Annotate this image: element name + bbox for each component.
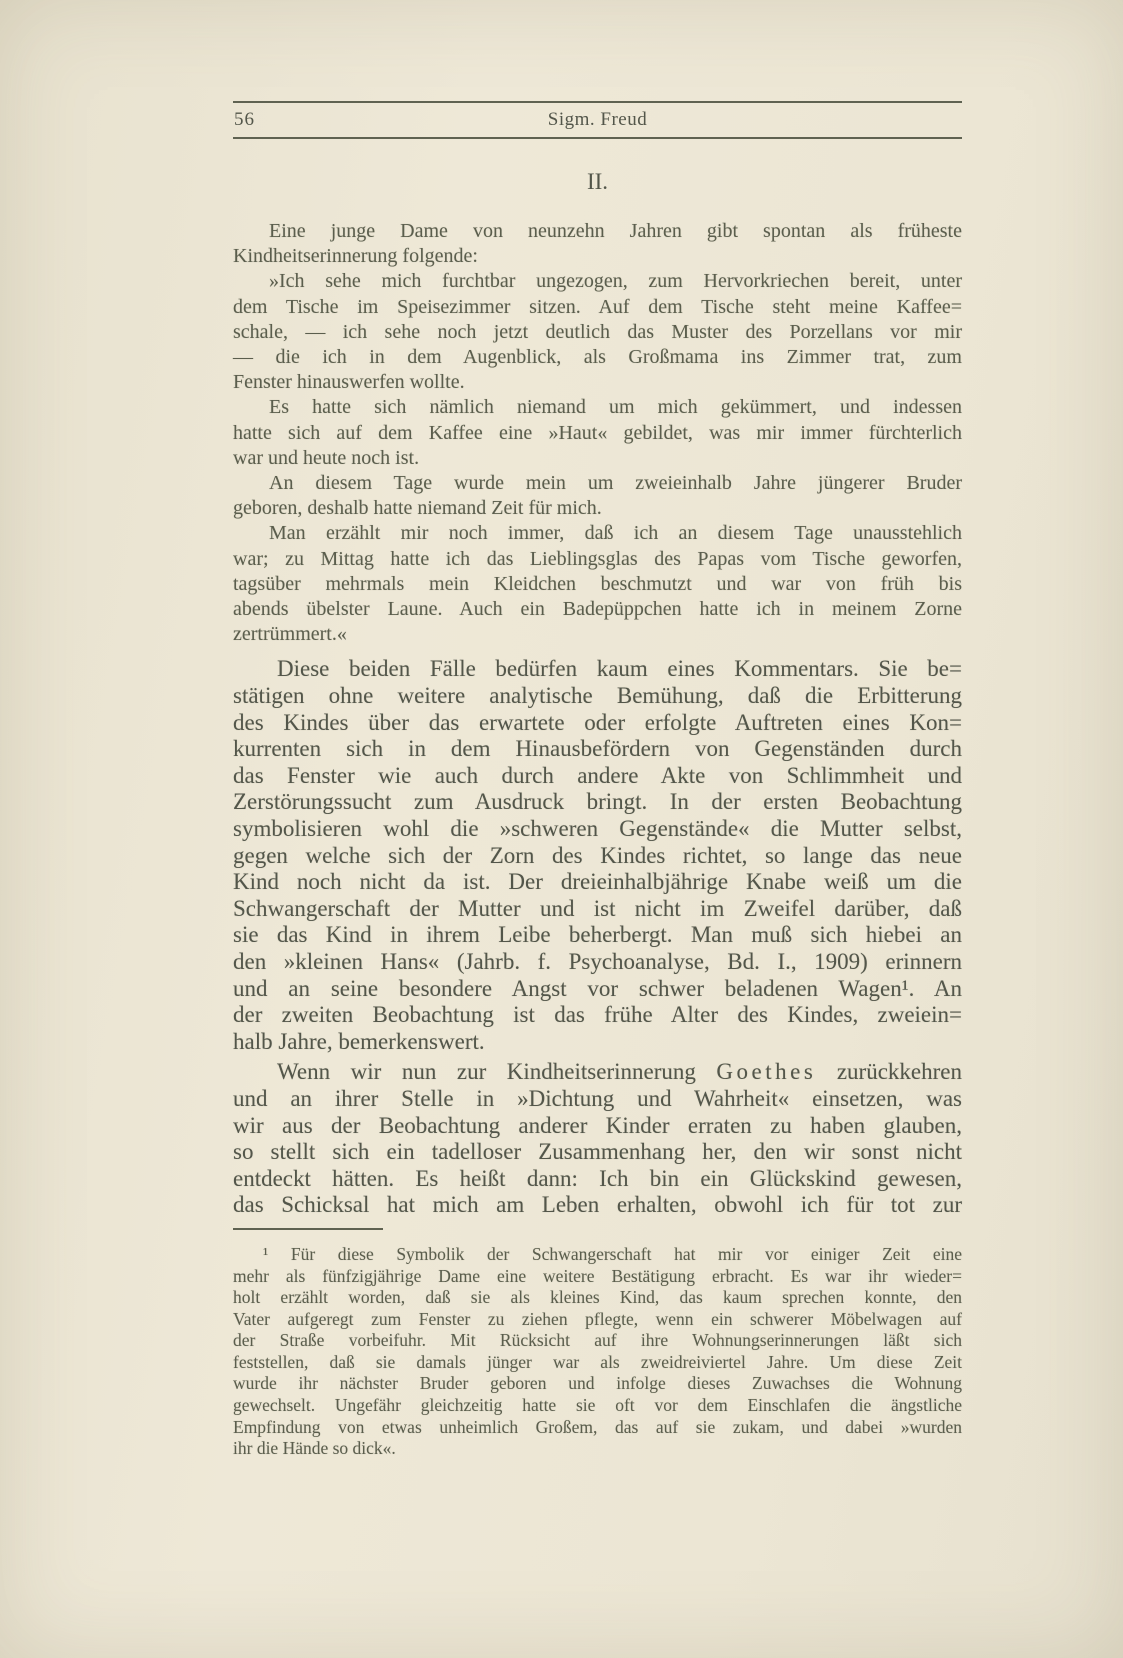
text-line: feststellen, daß sie damals jünger war als zweidreiviertel Jahre. Um diese Zeit (233, 1351, 962, 1372)
intro-paragraph (233, 219, 962, 269)
text-line: Fenster hinauswerfen wollte. (233, 371, 465, 394)
text-line: Vater aufgeregt zum Fenster zu ziehen pflegte, wenn ein schwerer Möbelwagen auf (233, 1308, 962, 1329)
text-line: entdeckt hätten. Es heißt dann: Ich bin ein Glückskind gewesen, (233, 1165, 962, 1191)
text-line: halb Jahre, bemerkenswert. (233, 1028, 485, 1054)
text-line: mehr als fünfzigjährige Dame eine weitere Bestätigung erbracht. Es war ihr wieder= (233, 1265, 962, 1286)
text-line: Empfindung von etwas unheimlich Großem, das auf sie zukam, und dabei »wurden (233, 1416, 962, 1437)
text-line: hatte sich auf dem Kaffee eine »Haut« gebildet, was mir immer fürchterlich (233, 421, 962, 444)
text-line: ihr die Hände so dick«. (233, 1438, 396, 1459)
text-line: Eine junge Dame von neunzehn Jahren gibt spontan als früheste (269, 220, 962, 242)
text-line: das Fenster wie auch durch andere Akte von Schlimmheit und (233, 762, 962, 788)
text-line: der Straße vorbeifuhr. Mit Rücksicht auf ihre Wohnungserinnerungen läßt sich (233, 1330, 962, 1351)
text-line: kurrenten sich in dem Hinausbefördern von Gegenständen durch (233, 736, 962, 762)
text-line: war; zu Mittag hatte ich das Lieblingsglas des Papas vom Tische geworfen, (233, 547, 962, 570)
text-line: wir aus der Beobachtung anderer Kinder erraten zu haben glauben, (233, 1112, 962, 1138)
text-line: Kindheitserinnerung folgende: (233, 245, 478, 268)
text-line: das Schicksal hat mich am Leben erhalten, obwohl ich für tot zur (233, 1192, 962, 1218)
page-number: 56 (234, 109, 255, 130)
text-line: geboren, deshalb hatte niemand Zeit für mich. (233, 497, 602, 520)
text-line: gegen welche sich der Zorn des Kindes richtet, so lange das neue (233, 842, 962, 868)
text-line: sie das Kind in ihrem Leibe beherbergt. Man muß sich hiebei an (233, 922, 962, 948)
text-line: und an seine besondere Angst vor schwer beladenen Wagen¹. An (233, 975, 962, 1001)
quote-paragraph-3 (233, 471, 962, 521)
page-header (233, 101, 962, 139)
commentary-paragraph-1 (233, 656, 962, 1055)
text-line: Diese beiden Fälle bedürfen kaum eines Kommentars. Sie be= (277, 656, 962, 682)
text-line: Kind noch nicht da ist. Der dreieinhalbjährige Knabe weiß um die (233, 869, 962, 895)
text-line: zertrümmert.« (233, 623, 347, 646)
text-line: und an ihrer Stelle in »Dichtung und Wahrheit« einsetzen, was (233, 1085, 962, 1111)
text-line: der zweiten Beobachtung ist das frühe Alter des Kindes, zweiein= (233, 1002, 962, 1028)
text-line: abends übelster Laune. Auch ein Badepüppchen hatte ich in meinem Zorne (233, 598, 962, 621)
footnote (233, 1244, 962, 1460)
text-line: — die ich in dem Augenblick, als Großmama ins Zimmer trat, zum (233, 346, 962, 369)
quote-paragraph-2 (233, 395, 962, 471)
text-line: An diesem Tage wurde mein um zweieinhalb Jahre jüngerer Bruder (269, 472, 962, 495)
text-line: tagsüber mehrmals mein Kleidchen beschmutzt und war von früh bis (233, 572, 962, 595)
text-line: gewechselt. Ungefähr gleichzeitig hatte sie oft vor dem Einschlafen die ängstliche (233, 1395, 962, 1416)
text-line: ¹ Für diese Symbolik der Schwangerschaft hat mir vor einiger Zeit eine (263, 1243, 962, 1264)
text-line: stätigen ohne weitere analytische Bemühung, daß die Erbitterung (233, 683, 962, 709)
quote-paragraph-4 (233, 521, 962, 647)
running-title: Sigm. Freud (547, 109, 648, 130)
section-heading: II. (586, 169, 609, 194)
quote-paragraph-1 (233, 269, 962, 395)
text-line: dem Tische im Speisezimmer sitzen. Auf dem Tische steht meine Kaffee= (233, 295, 962, 318)
commentary-paragraph-2 (233, 1059, 962, 1219)
text-line: holt erzählt worden, daß sie als kleines Kind, das kaum sprechen konnte, den (233, 1287, 962, 1308)
letterspaced-word: Goethes (716, 1059, 817, 1085)
text-line: war und heute noch ist. (233, 446, 420, 469)
page-content (233, 0, 962, 1460)
body-text (233, 219, 962, 1219)
text-line: Wenn wir nun zur Kindheitserinnerung Goethes zurückkehren (277, 1059, 962, 1085)
text-line: Es hatte sich nämlich niemand um mich gekümmert, und indessen (269, 396, 962, 419)
text-line: so stellt sich ein tadelloser Zusammenhang her, den wir sonst nicht (233, 1139, 962, 1165)
text-line: Zerstörungssucht zum Ausdruck bringt. In der ersten Beobachtung (233, 789, 962, 815)
text-line: des Kindes über das erwartete oder erfolgte Auftreten eines Kon= (233, 709, 962, 735)
text-line: schale, — ich sehe noch jetzt deutlich das Muster des Porzellans vor mir (233, 320, 962, 343)
text-line: wurde ihr nächster Bruder geboren und infolge dieses Zuwachses die Wohnung (233, 1373, 962, 1394)
text-line: »Ich sehe mich furchtbar ungezogen, zum Hervorkriechen bereit, unter (269, 270, 962, 293)
text-line: den »kleinen Hans« (Jahrb. f. Psychoanalyse, Bd. I., 1909) erinnern (233, 948, 962, 974)
text-line: Schwangerschaft der Mutter und ist nicht im Zweifel darüber, daß (233, 895, 962, 921)
footnote-separator (233, 1228, 383, 1230)
text-line: symbolisieren wohl die »schweren Gegenstände« die Mutter selbst, (233, 816, 962, 842)
text-line: Man erzählt mir noch immer, daß ich an diesem Tage unausstehlich (269, 522, 962, 545)
